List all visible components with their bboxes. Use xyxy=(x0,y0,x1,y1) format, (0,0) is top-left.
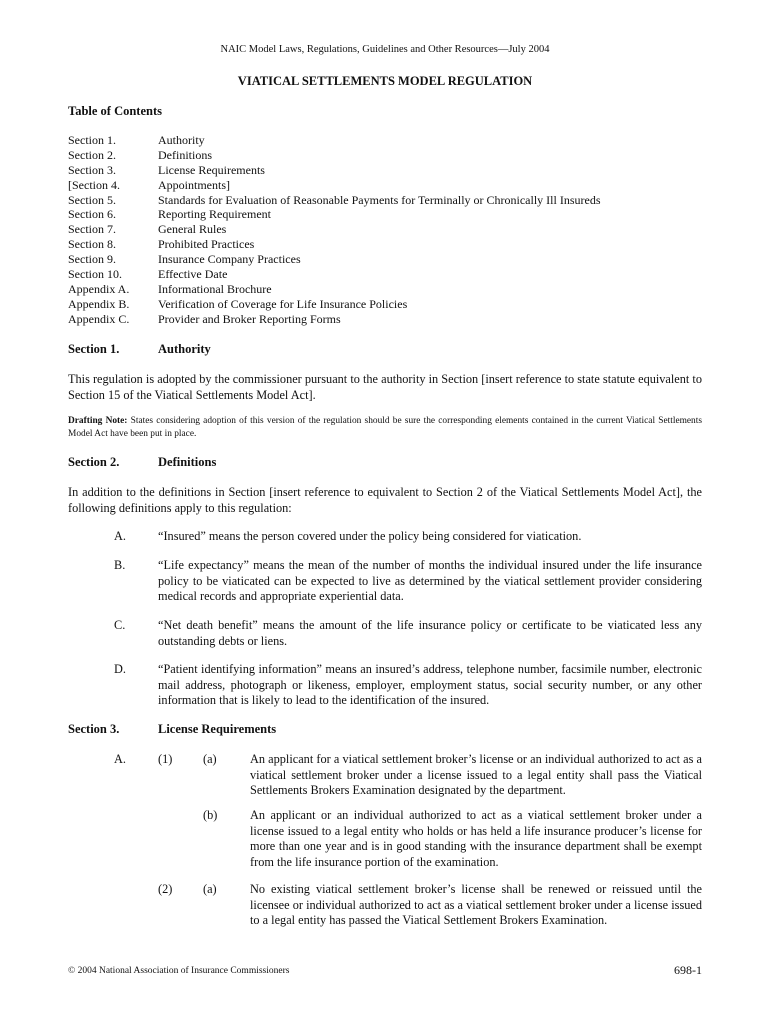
section-title: License Requirements xyxy=(158,722,277,736)
section-2-heading xyxy=(68,455,216,470)
toc-entry-title: Standards for Evaluation of Reasonable Payments for Terminally or Chronically Ill Insureds xyxy=(158,192,601,207)
section-1-heading xyxy=(68,342,211,357)
drafting-note-label: Drafting Note: xyxy=(68,416,128,426)
toc-entry xyxy=(68,267,718,282)
toc-entry-number: Section 7. xyxy=(68,222,116,237)
toc-entry-title: Prohibited Practices xyxy=(158,237,255,252)
license-requirement-item xyxy=(68,808,702,870)
definition-text: “Patient identifying information” means an insured’s address, telephone number, facsimile number, electronic mail address, photograph or likeness, employer, employment status, social security number, or any other information that is likely to lead to the identification of the insured. xyxy=(158,662,702,707)
toc-entry-number: Section 10. xyxy=(68,267,122,282)
toc-entry xyxy=(68,148,718,163)
toc-entry-title: Provider and Broker Reporting Forms xyxy=(158,311,341,326)
definition-text: “Life expectancy” means the mean of the number of months the individual insured under the life insurance policy to be viaticated can be expected to live as determined by the viatical settlement provider considering medical records and appropriate experiential data. xyxy=(158,558,702,603)
section-number: Section 1. xyxy=(68,342,120,356)
item-text: An applicant or an individual authorized to act as a viatical settlement broker under a license issued to a legal entity who holds or has held a life insurance producer’s license for more than one year and is in good standing with the insurance department shall be exempt from the life insurance portion of the examination. xyxy=(250,808,702,869)
item-label-sub: (a) xyxy=(203,752,217,766)
toc-entry-title: Definitions xyxy=(158,147,212,162)
toc-entry xyxy=(68,237,718,252)
section-3-heading xyxy=(68,722,276,737)
toc-entry xyxy=(68,222,718,237)
section-title: Authority xyxy=(158,342,211,356)
toc-entry-number: Section 5. xyxy=(68,192,116,207)
toc-heading: Table of Contents xyxy=(68,104,162,118)
definition-item xyxy=(68,558,702,605)
item-text: No existing viatical settlement broker’s license shall be renewed or reissued until the licensee or individual authorized to act as a viatical settlement broker under a license issued to a legal entity has passed the Viatical Settlement Brokers Examination. xyxy=(250,882,702,927)
toc-entry-number: Section 8. xyxy=(68,237,116,252)
toc-entry xyxy=(68,252,718,267)
definition-label: B. xyxy=(114,558,126,572)
definition-label: C. xyxy=(114,618,126,632)
footer-copyright: © 2004 National Association of Insurance Commissioners xyxy=(68,966,290,976)
toc-entry-title: Reporting Requirement xyxy=(158,207,271,222)
drafting-note xyxy=(68,415,702,440)
toc-entry-title: License Requirements xyxy=(158,162,265,177)
drafting-note-text: States considering adoption of this version of the regulation should be sure the corresponding elements contained in the current Viatical Settlements Model Act have been put in place. xyxy=(68,416,702,439)
definition-text: “Net death benefit” means the amount of the life insurance policy or certificate to be viaticated less any outstanding debts or liens. xyxy=(158,618,702,648)
toc-entry-title: Insurance Company Practices xyxy=(158,252,301,267)
item-label-sub: (b) xyxy=(203,808,218,822)
definition-item xyxy=(68,618,702,649)
toc-entry-number: Section 3. xyxy=(68,162,116,177)
definition-item xyxy=(68,529,702,545)
toc-entry-number: Section 9. xyxy=(68,252,116,267)
toc-entry-number: Section 1. xyxy=(68,133,116,147)
toc-entry-title: Verification of Coverage for Life Insurance Policies xyxy=(158,296,408,311)
item-label-sub: (a) xyxy=(203,882,217,896)
toc-entry xyxy=(68,163,718,178)
toc-entry xyxy=(68,193,718,208)
toc-entry-title: Effective Date xyxy=(158,267,228,282)
toc-entry-title: Authority xyxy=(158,133,205,147)
definition-label: A. xyxy=(114,529,126,543)
section-title: Definitions xyxy=(158,455,217,469)
license-requirement-item xyxy=(68,882,702,929)
toc-entry xyxy=(68,312,718,327)
item-text: An applicant for a viatical settlement broker’s license or an individual authorized to act as a viatical settlement broker under a license issued to a legal entity shall pass the Viatical Settlements Brokers Examination designated by the department. xyxy=(250,752,702,797)
toc-entry xyxy=(68,297,718,312)
toc-entry-title: General Rules xyxy=(158,222,227,237)
document-title: VIATICAL SETTLEMENTS MODEL REGULATION xyxy=(237,74,533,88)
license-requirement-item xyxy=(68,752,702,799)
section-2-intro: In addition to the definitions in Section [insert reference to equivalent to Section 2 of the Viatical Settlements Model Act], the following definitions apply to this regulation: xyxy=(68,485,702,515)
toc-entry-title: Informational Brochure xyxy=(158,281,272,296)
toc-entry-number: [Section 4. xyxy=(68,177,120,192)
item-label-letter: A. xyxy=(114,752,126,766)
toc-entry-number: Appendix A. xyxy=(68,281,130,296)
toc-entry-number: Appendix B. xyxy=(68,296,130,311)
page-number: 698-1 xyxy=(674,963,702,977)
section-number: Section 3. xyxy=(68,722,120,736)
definition-item xyxy=(68,662,702,709)
toc-entry-number: Appendix C. xyxy=(68,311,130,326)
table-of-contents xyxy=(68,133,718,327)
definition-label: D. xyxy=(114,662,126,676)
section-1-text: This regulation is adopted by the commissioner pursuant to the authority in Section [insert reference to state statute equivalent to Section 15 of the Viatical Settlements Model Act]. xyxy=(68,372,702,402)
toc-entry xyxy=(68,178,718,193)
toc-entry-number: Section 2. xyxy=(68,147,116,162)
toc-entry-number: Section 6. xyxy=(68,207,116,222)
running-header: NAIC Model Laws, Regulations, Guidelines and Other Resources—July 2004 xyxy=(220,44,550,55)
toc-entry xyxy=(68,207,718,222)
toc-entry xyxy=(68,133,718,148)
toc-entry-title: Appointments] xyxy=(158,177,230,192)
item-label-number: (2) xyxy=(158,882,173,896)
section-number: Section 2. xyxy=(68,455,120,469)
toc-entry xyxy=(68,282,718,297)
definition-text: “Insured” means the person covered under the policy being considered for viatication. xyxy=(158,529,582,543)
item-label-number: (1) xyxy=(158,752,173,766)
